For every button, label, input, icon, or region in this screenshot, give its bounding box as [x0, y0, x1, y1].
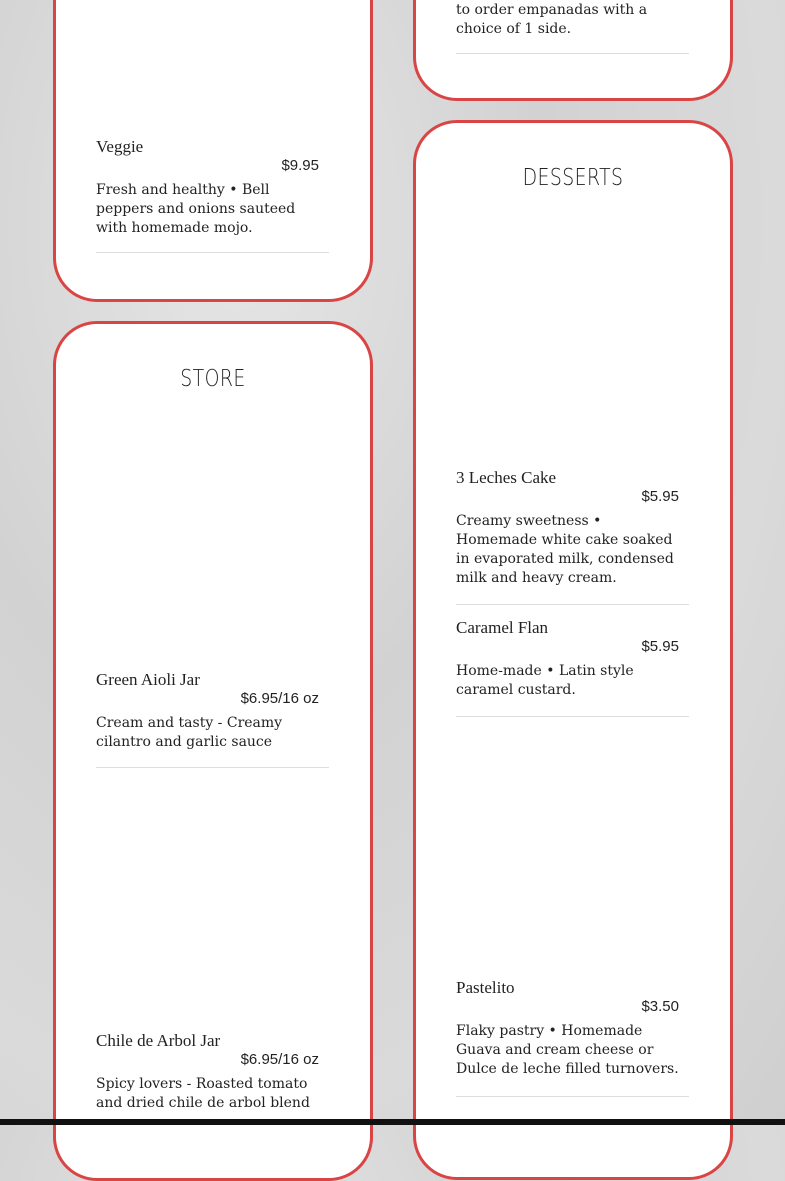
item-name: Pastelito: [456, 978, 515, 997]
item-divider: [456, 604, 689, 605]
bottom-bar: [0, 1119, 785, 1125]
menu-card-top-left: [53, 0, 373, 302]
section-title-store: STORE: [180, 366, 246, 392]
item-name: Chile de Arbol Jar: [96, 1031, 221, 1050]
item-name: 3 Leches Cake: [456, 468, 557, 487]
item-price: $6.95/16 oz: [240, 1051, 319, 1068]
item-description: Home-made • Latin style caramel custard.: [456, 663, 634, 698]
item-price: $9.95: [281, 157, 319, 174]
item-description: Fresh and healthy • Bell peppers and onions sauteed with homemade mojo.: [96, 182, 296, 236]
item-divider: [96, 767, 329, 768]
item-divider: [456, 53, 689, 54]
item-divider: [96, 252, 329, 253]
item-description-line1: to order empanadas with a: [456, 2, 648, 18]
item-name: Caramel Flan: [456, 618, 549, 637]
item-name: Veggie: [96, 137, 144, 156]
menu-card-top-right: [413, 0, 733, 101]
item-price: $5.95: [641, 638, 679, 655]
menu-card-store: [53, 321, 373, 1181]
item-description: Creamy sweetness • Homemade white cake soaked in evaporated milk, condensed milk and heavy cream.: [456, 513, 674, 586]
item-divider: [456, 716, 689, 717]
item-description: Cream and tasty - Creamy cilantro and garlic sauce: [96, 715, 283, 750]
item-name: Green Aioli Jar: [96, 670, 200, 689]
item-divider: [456, 1096, 689, 1097]
item-price: $3.50: [641, 998, 679, 1015]
item-price: $6.95/16 oz: [240, 690, 319, 707]
item-description: Flaky pastry • Homemade Guava and cream cheese or Dulce de leche filled turnovers.: [456, 1023, 679, 1077]
item-price: $5.95: [641, 488, 679, 505]
item-description: Spicy lovers - Roasted tomato and dried chile de arbol blend: [96, 1076, 310, 1111]
section-title-desserts: DESSERTS: [522, 165, 624, 191]
item-description-line2: choice of 1 side.: [456, 21, 572, 37]
menu-card-desserts: [413, 120, 733, 1180]
